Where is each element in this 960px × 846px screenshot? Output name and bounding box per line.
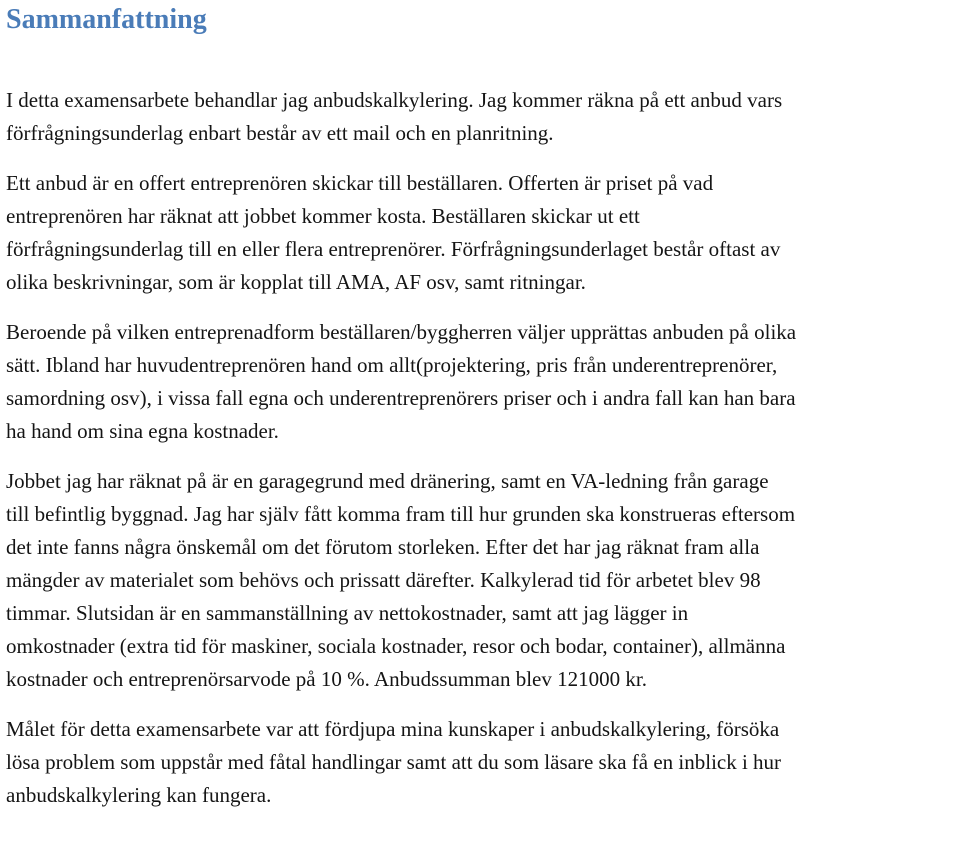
paragraph-malet bbox=[6, 713, 958, 812]
text-line: samordning osv), i vissa fall egna och underentreprenörers priser och i andra fall kan han bara bbox=[6, 386, 796, 410]
text-line: anbudskalkylering kan fungera. bbox=[6, 783, 272, 807]
text-line: I detta examensarbete behandlar jag anbudskalkylering. Jag kommer räkna på ett anbud vars bbox=[6, 88, 783, 112]
paragraph-entreprenadform bbox=[6, 316, 958, 448]
text-line: sätt. Ibland har huvudentreprenören hand om allt(projektering, pris från underentreprenörer, bbox=[6, 353, 778, 377]
text-line: omkostnader (extra tid för maskiner, sociala kostnader, resor och bodar, container), allmänna bbox=[6, 634, 786, 658]
text-line: lösa problem som uppstår med fåtal handlingar samt att du som läsare ska få en inblick i hur bbox=[6, 750, 782, 774]
paragraph-intro bbox=[6, 84, 958, 150]
text-line: det inte fanns några önskemål om det förutom storleken. Efter det har jag räknat fram alla bbox=[6, 535, 760, 559]
text-line: Jobbet jag har räknat på är en garagegrund med dränering, samt en VA-ledning från garage bbox=[6, 469, 769, 493]
text-line: Beroende på vilken entreprenadform beställaren/byggherren väljer upprättas anbuden på olika bbox=[6, 320, 797, 344]
section-heading: Sammanfattning bbox=[6, 4, 207, 35]
text-line: Målet för detta examensarbete var att fördjupa mina kunskaper i anbudskalkylering, försöka bbox=[6, 717, 780, 741]
document-page bbox=[6, 0, 958, 812]
text-line: till befintlig byggnad. Jag har själv fått komma fram till hur grunden ska konstrueras eftersom bbox=[6, 502, 796, 526]
paragraph-anbud bbox=[6, 167, 958, 299]
text-line: entreprenören har räknat att jobbet kommer kosta. Beställaren skickar ut ett bbox=[6, 204, 640, 228]
text-line: kostnader och entreprenörsarvode på 10 %. Anbudssumman blev 121000 kr. bbox=[6, 667, 647, 691]
text-line: olika beskrivningar, som är kopplat till AMA, AF osv, samt ritningar. bbox=[6, 270, 586, 294]
text-line: mängder av materialet som behövs och prissatt därefter. Kalkylerad tid för arbetet blev 98 bbox=[6, 568, 761, 592]
paragraph-jobbet bbox=[6, 465, 958, 696]
text-line: förfrågningsunderlag enbart består av ett mail och en planritning. bbox=[6, 121, 554, 145]
text-line: timmar. Slutsidan är en sammanställning av nettokostnader, samt att jag lägger in bbox=[6, 601, 689, 625]
text-line: Ett anbud är en offert entreprenören skickar till beställaren. Offerten är priset på vad bbox=[6, 171, 714, 195]
text-line: ha hand om sina egna kostnader. bbox=[6, 419, 279, 443]
text-line: förfrågningsunderlag till en eller flera entreprenörer. Förfrågningsunderlaget består oftast av bbox=[6, 237, 781, 261]
